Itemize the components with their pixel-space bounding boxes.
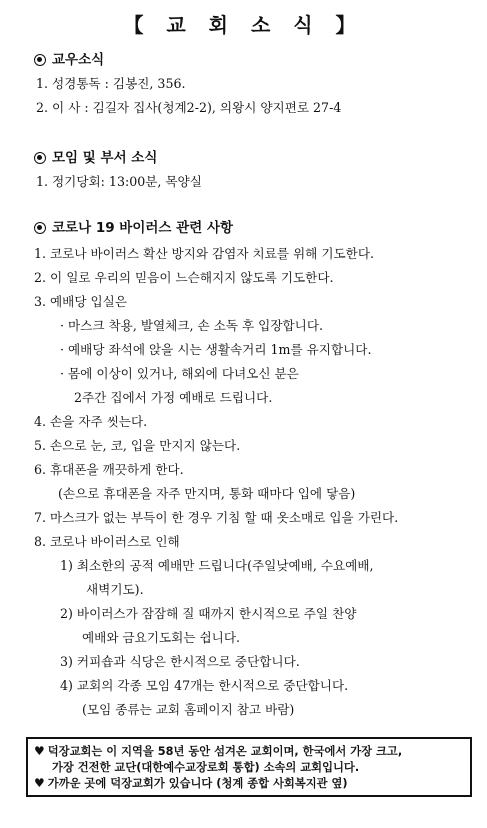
list-item: 2주간 집에서 가정 예배로 드립니다.: [74, 390, 273, 405]
section-heading-meetings: [34, 149, 157, 167]
list-item: 6. 휴대폰을 깨끗하게 한다.: [34, 462, 184, 477]
section-heading-members: [34, 51, 104, 69]
heart-icon: ♥: [34, 744, 45, 758]
section-heading-text: 모임 및 부서 소식: [52, 150, 158, 166]
list-item: 1) 최소한의 공적 예배만 드립니다(주일낮예배, 수요예배,: [60, 558, 374, 573]
list-item: (모임 종류는 교회 홈페이지 참고 바람): [82, 702, 295, 717]
list-item: 7. 마스크가 없는 부득이 한 경우 기침 할 때 옷소매로 입을 가린다.: [34, 510, 399, 525]
circle-bullet-icon: [34, 54, 46, 66]
list-item: 4. 손을 자주 씻는다.: [34, 414, 148, 429]
page-title: 【 교 회 소 식 】: [123, 13, 364, 37]
list-item: 예배와 금요기도회는 쉽니다.: [82, 630, 240, 645]
list-item: 2) 바이러스가 잠잠해 질 때까지 한시적으로 주일 찬양: [60, 606, 357, 621]
list-item: 4) 교회의 각종 모임 47개는 한시적으로 중단합니다.: [60, 678, 349, 693]
heart-icon: ♥: [34, 776, 45, 790]
list-item: 8. 코로나 바이러스로 인해: [34, 534, 180, 549]
list-item: 새벽기도).: [86, 582, 144, 597]
list-item: 1. 코로나 바이러스 확산 방지와 감염자 치료를 위해 기도한다.: [34, 246, 375, 261]
list-item: 3) 커피숍과 식당은 한시적으로 중단합니다.: [60, 654, 300, 669]
list-item: · 몸에 이상이 있거나, 해외에 다녀오신 분은: [60, 366, 299, 381]
section-heading-corona: [34, 219, 233, 237]
footer-text: 덕장교회는 이 지역을 58년 동안 섬겨온 교회이며, 한국에서 가장 크고,: [47, 745, 403, 758]
footer-line: [34, 744, 402, 759]
footer-text: 가까운 곳에 덕장교회가 있습니다 (청계 종합 사회복지관 옆): [47, 777, 348, 790]
list-item: 1. 정기당회: 13:00분, 목양실: [36, 174, 202, 189]
section-heading-text: 교우소식: [52, 52, 105, 68]
circle-bullet-icon: [34, 152, 46, 164]
footer-line: 가장 건전한 교단(대한예수교장로회 통합) 소속의 교회입니다.: [52, 761, 360, 774]
list-item: 2. 이 사 : 김길자 집사(청계2-2), 의왕시 양지편로 27-4: [36, 100, 342, 115]
footer-line: [34, 776, 348, 791]
list-item: 1. 성경통독 : 김봉진, 356.: [36, 76, 186, 91]
list-item: (손으로 휴대폰을 자주 만지며, 통화 때마다 입에 닿음): [58, 486, 356, 501]
circle-bullet-icon: [34, 222, 46, 234]
section-heading-text: 코로나 19 바이러스 관련 사항: [52, 220, 234, 236]
list-item: 2. 이 일로 우리의 믿음이 느슨해지지 않도록 기도한다.: [34, 270, 334, 285]
list-item: · 마스크 착용, 발열체크, 손 소독 후 입장합니다.: [60, 318, 324, 333]
list-item: · 예배당 좌석에 앉을 시는 생활속거리 1m를 유지합니다.: [60, 342, 372, 357]
list-item: 5. 손으로 눈, 코, 입을 만지지 않는다.: [34, 438, 241, 453]
list-item: 3. 예배당 입실은: [34, 294, 128, 309]
